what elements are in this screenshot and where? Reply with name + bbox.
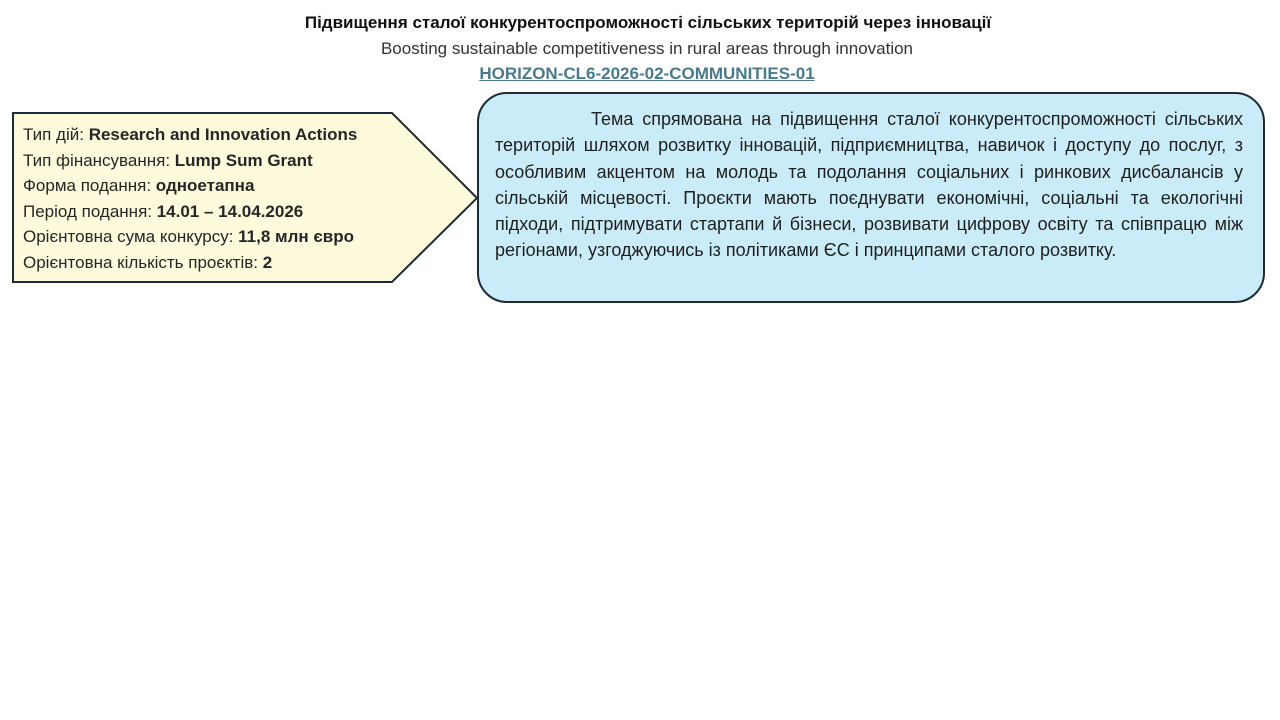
topic-description-box: [477, 92, 1265, 303]
info-label: Тип фінансування:: [23, 150, 175, 170]
info-value: одноетапна: [155, 176, 255, 195]
call-info-panel: [12, 112, 480, 284]
info-line-action-type: [23, 122, 423, 148]
page-subtitle: Boosting sustainable competitiveness in rural areas through innovation: [380, 39, 914, 58]
info-label: Орієнтовна сума конкурсу:: [23, 227, 239, 246]
info-line-project-count: [23, 250, 423, 276]
info-value: Lump Sum Grant: [174, 150, 313, 170]
call-info-list: [23, 122, 423, 275]
info-line-funding-type: [23, 148, 423, 174]
info-value: Research and Innovation Actions: [88, 125, 358, 144]
info-label: Форма подання:: [23, 176, 156, 195]
info-line-submission-period: [23, 199, 423, 225]
info-value: 14.01 – 14.04.2026: [156, 201, 304, 221]
call-code-link[interactable]: HORIZON-CL6-2026-02-COMMUNITIES-01: [479, 64, 815, 83]
info-label: Орієнтовна кількість проєктів:: [23, 252, 263, 272]
info-label: Тип дій:: [23, 125, 89, 144]
page-title: Підвищення сталої конкурентоспроможності сільських територій через інновації: [304, 13, 992, 32]
info-line-submission-form: [23, 173, 423, 199]
info-label: Період подання:: [23, 201, 157, 221]
info-value: 11,8 млн євро: [238, 227, 355, 246]
info-line-budget: [23, 224, 423, 250]
topic-description-text: Тема спрямована на підвищення сталої конкурентоспроможності сільських територій шляхом розвитку інновацій, підприємництва, навичок і доступу до послуг, з особливим акцентом на молодь та подолання соціальних і ринкових дисбалансів у сільській місцевості. Проєкти мають поєднувати економічні, соціальні та екологічні підходи, підтримувати стартапи й бізнеси, розвивати цифрову освіту та співпрацю між регіонами, узгоджуючись із політиками ЄС і принципами сталого розвитку.: [495, 109, 1243, 261]
info-value: 2: [262, 252, 273, 272]
